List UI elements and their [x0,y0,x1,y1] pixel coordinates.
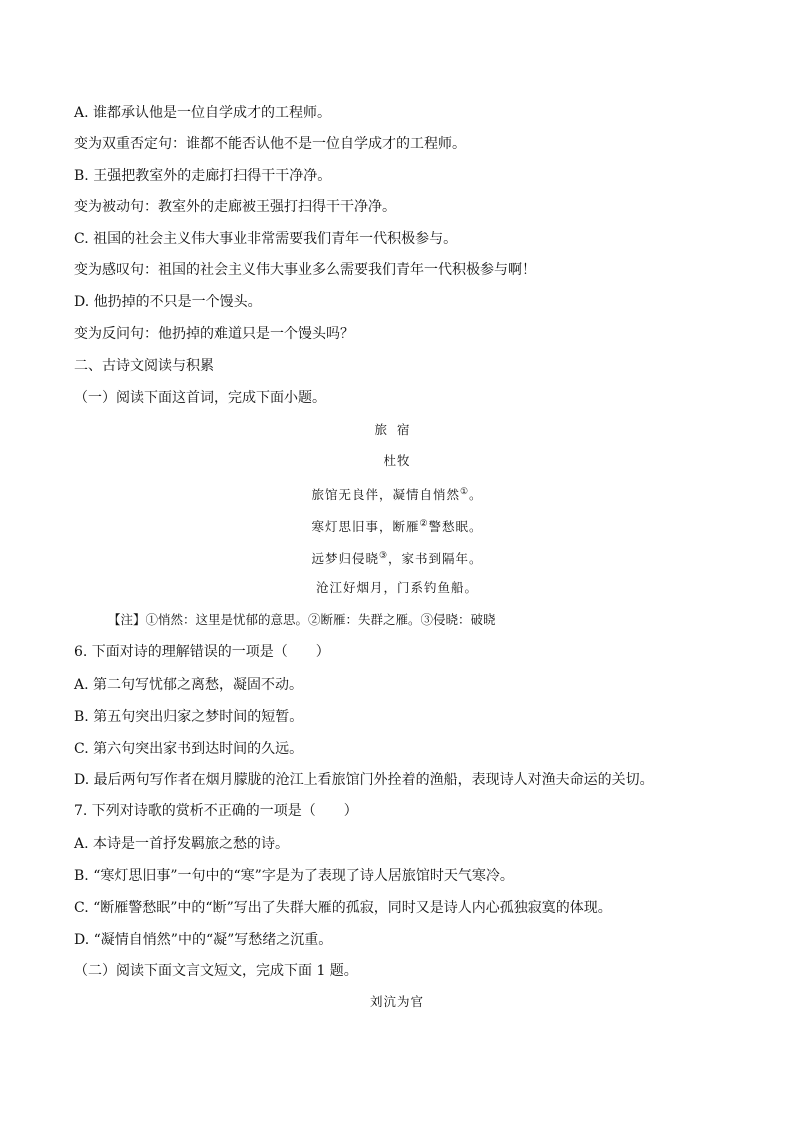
option-c: C. 祖国的社会主义伟大事业非常需要我们青年一代积极参与。 [74,231,458,247]
q7-option-a: A. 本诗是一首抒发羁旅之愁的诗。 [74,836,290,852]
poem-line-2: 寒灯思旧事，断雁②警愁眠。 [311,519,483,535]
q7-option-d: D. “凝情自悄然”中的“凝”写愁绪之沉重。 [74,932,333,948]
poem-author: 杜牧 [383,453,411,468]
option-d: D. 他扔掉的不只是一个馒头。 [74,294,262,310]
poem-note: 【注】①悄然：这里是忧郁的意思。②断雁：失群之雁。③侵晓：破晓 [108,612,496,627]
q7-option-b: B. “寒灯思旧事”一句中的“寒”字是为了表现了诗人居旅馆时天气寒冷。 [74,868,514,884]
q6-option-b: B. 第五句突出归家之梦时间的短暂。 [74,709,304,725]
q6-option-a: A. 第二句写忧郁之离愁，凝固不动。 [74,677,304,693]
poem-line-1: 旅馆无良伴，凝情自悄然①。 [311,487,483,503]
passage-title: 刘沆为官 [369,994,424,1009]
option-a-change: 变为双重否定句：谁都不能否认他不是一位自学成才的工程师。 [74,136,466,152]
q6-option-d: D. 最后两句写作者在烟月朦胧的沧江上看旅馆门外拴着的渔船，表现诗人对渔夫命运的关切。 [74,772,654,788]
option-b-change: 变为被动句：教室外的走廊被王强打扫得干干净净。 [74,199,396,215]
part1-intro: （一）阅读下面这首词，完成下面小题。 [74,390,326,406]
part2-intro: （二）阅读下面文言文短文，完成下面 1 题。 [74,963,358,979]
poem-line-4: 沧江好烟月，门系钓鱼船。 [315,580,478,595]
poem-title: 旅宿 [374,422,420,437]
question-6: 6. 下面对诗的理解错误的一项是（ ） [74,644,330,660]
option-c-change: 变为感叹句：祖国的社会主义伟大事业多么需要我们青年一代积极参与啊！ [74,262,536,278]
section-heading: 二、古诗文阅读与积累 [74,358,214,374]
option-a: A. 谁都承认他是一位自学成才的工程师。 [74,105,332,121]
option-b: B. 王强把教室外的走廊打扫得干干净净。 [74,168,332,184]
poem-line-3: 远梦归侵晓③，家书到隔年。 [311,551,483,567]
option-d-change: 变为反问句：他扔掉的难道只是一个馒头吗？ [74,326,354,342]
question-7: 7. 下列对诗歌的赏析不正确的一项是（ ） [74,803,358,819]
q6-option-c: C. 第六句突出家书到达时间的久远。 [74,741,304,757]
q7-option-c: C. “断雁警愁眠”中的“断”写出了失群大雁的孤寂，同时又是诗人内心孤独寂寞的体现。 [74,900,612,916]
